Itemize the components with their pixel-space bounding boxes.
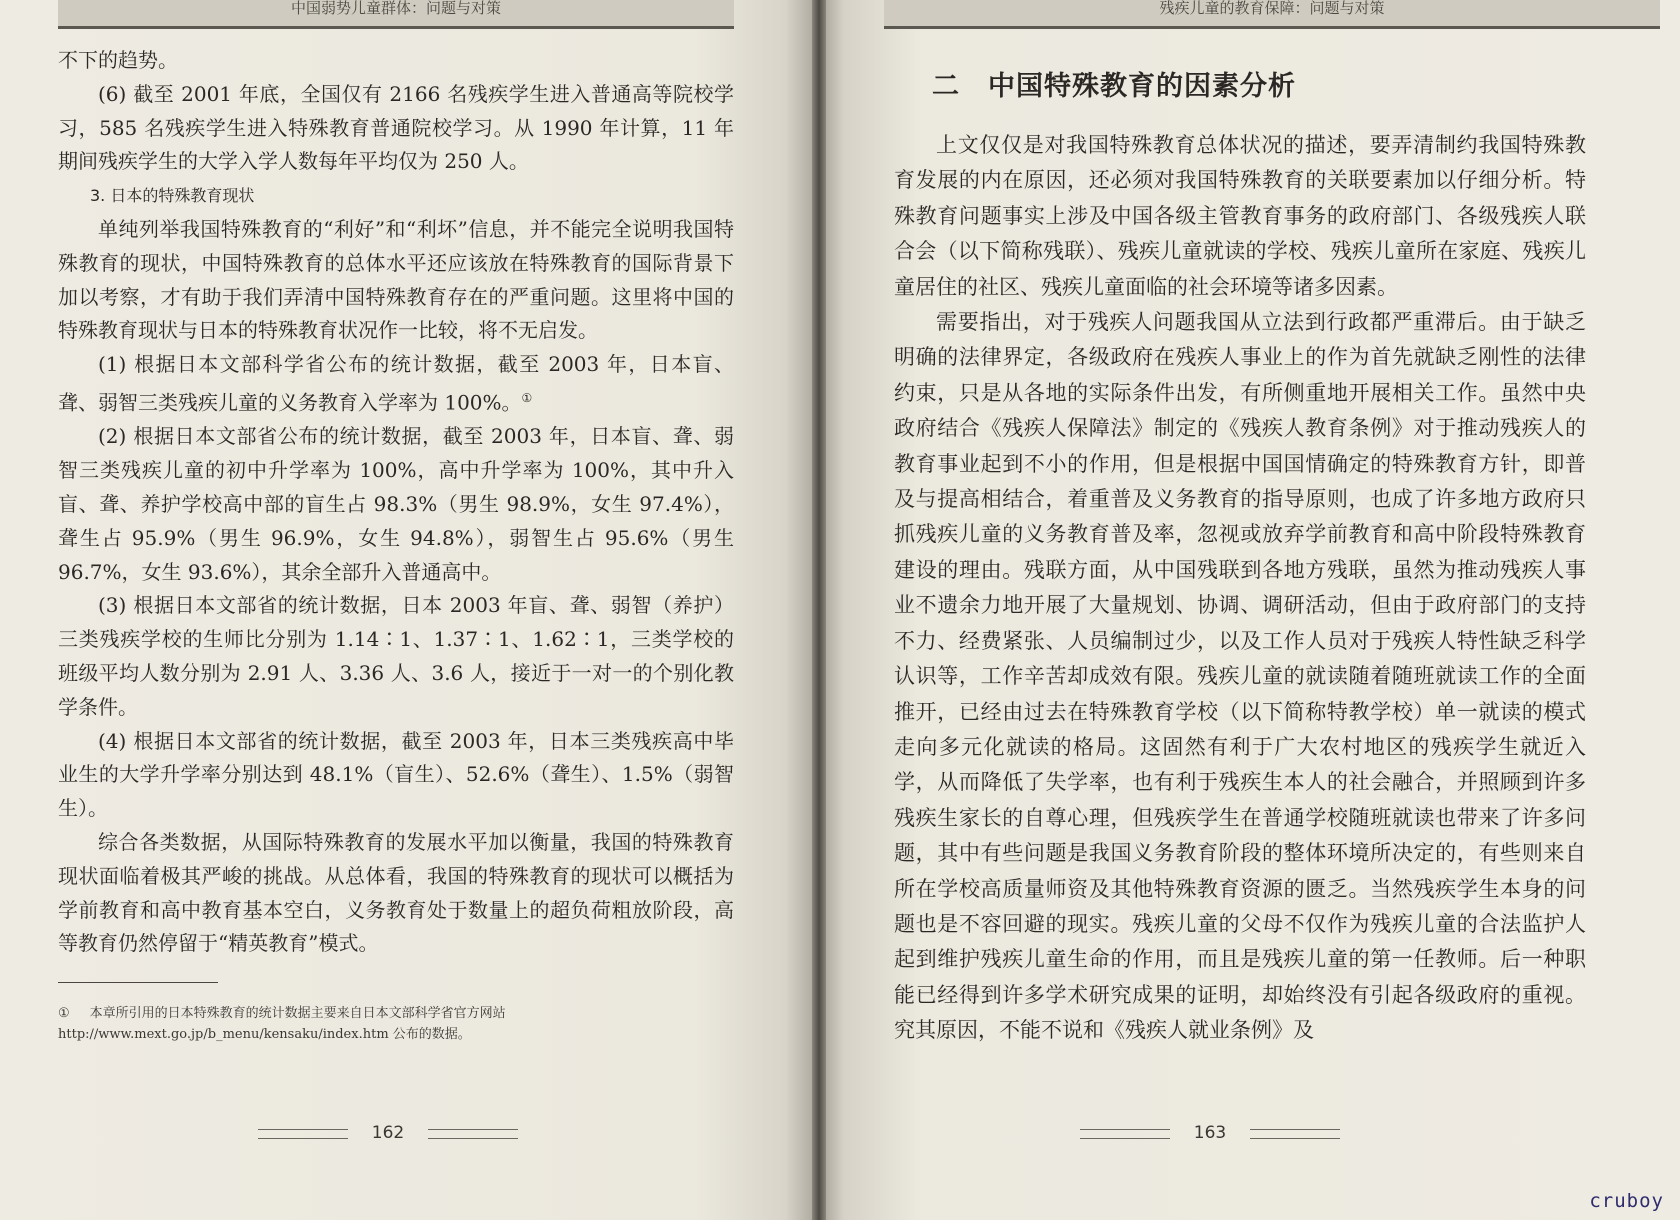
paragraph: (6) 截至 2001 年底，全国仅有 2166 名残疾学生进入普通高等院校学习，585 名残疾学生进入特殊教育普通院校学习。从 1990 年计算，11 年期间残疾学生的大学入学人数每年平均仅为 250 人。 <box>58 81 734 174</box>
left-running-head: 中国弱势儿童群体：问题与对策 <box>58 0 734 29</box>
paragraph: 综合各类数据，从国际特殊教育的发展水平加以衡量，我国的特殊教育现状面临着极其严峻的挑战。从总体看，我国的特殊教育的现状可以概括为学前教育和高中教育基本空白，义务教育处于数量上的超负荷粗放阶段，高等教育仍然停留于“精英教育”模式。 <box>58 829 734 956</box>
footnote-rule <box>58 982 218 983</box>
paragraph: 上文仅仅是对我国特殊教育总体状况的描述，要弄清制约我国特殊教育发展的内在原因，还必须对我国特殊教育的关联要素加以仔细分析。特殊教育问题事实上涉及中国各级主管教育事务的政府部门、各级残疾人联合会（以下简称残联）、残疾儿童就读的学校、残疾儿童所在家庭、残疾儿童居住的社区、残疾儿童面临的社会环境等诸多因素。 <box>894 133 1586 299</box>
footnote-text: 本章所引用的日本特殊教育的统计数据主要来自日本文部科学省官方网站 http://www.mext.go.jp/b_menu/kensaku/index.htm 公布的数据。 <box>58 1006 506 1042</box>
section-number: 二 <box>932 71 960 102</box>
footnote-mark: ① <box>58 1006 70 1021</box>
left-body-text <box>58 44 734 961</box>
paragraph: 不下的趋势。 <box>58 48 178 72</box>
section-title-text: 中国特殊教育的因素分析 <box>988 71 1296 102</box>
footnote-reference: ① <box>521 390 533 405</box>
right-body-text <box>894 128 1586 1049</box>
footnote <box>58 1003 734 1045</box>
watermark: cruboy <box>1589 1190 1664 1212</box>
paragraph: (3) 根据日本文部省的统计数据，日本 2003 年盲、聋、弱智（养护）三类残疾学校的生师比分别为 1.14∶1、1.37∶1、1.62∶1，三类学校的班级平均人数分别为 2.91 人、3.36 人、3.6 人，接近于一对一的个别化教学条件。 <box>58 593 734 719</box>
book-gutter <box>812 0 826 1220</box>
right-running-head: 残疾儿童的教育保障：问题与对策 <box>884 0 1660 29</box>
paragraph-text: (1) 根据日本文部科学省公布的统计数据，截至 2003 年，日本盲、聋、弱智三类残疾儿童的义务教育入学率为 100%。 <box>58 352 734 415</box>
right-page <box>818 0 1680 1220</box>
section-title <box>932 64 1572 103</box>
left-page <box>0 0 818 1220</box>
paragraph: (2) 根据日本文部省公布的统计数据，截至 2003 年，日本盲、聋、弱智三类残疾儿童的初中升学率为 100%，高中升学率为 100%，其中升入盲、聋、养护学校高中部的盲生占 98.3%（男生 98.9%，女生 97.4%），聋生占 95.9%（男生 96.9%，女生 94.8%），弱智生占 95.6%（男生 96.7%，女生 93.6%），其余全部升入普通高中。 <box>58 424 734 584</box>
subheading: 3. 日本的特殊教育现状 <box>90 186 255 206</box>
paragraph: (4) 根据日本文部省的统计数据，截至 2003 年，日本三类残疾高中毕业生的大学升学率分别达到 48.1%（盲生）、52.6%（聋生）、1.5%（弱智生）。 <box>58 728 734 821</box>
paragraph <box>58 348 734 420</box>
paragraph: 单纯列举我国特殊教育的“利好”和“利坏”信息，并不能完全说明我国特殊教育的现状，中国特殊教育的总体水平还应该放在特殊教育的国际背景下加以考察，才有助于我们弄清中国特殊教育存在的严重问题。这里将中国的特殊教育现状与日本的特殊教育状况作一比较，将不无启发。 <box>58 216 734 343</box>
left-page-number: 162 <box>258 1122 518 1144</box>
paragraph: 需要指出，对于残疾人问题我国从立法到行政都严重滞后。由于缺乏明确的法律界定，各级政府在残疾人事业上的作为首先就缺乏刚性的法律约束，只是从各地的实际条件出发，有所侧重地开展相关工作。虽然中央政府结合《残疾人保障法》制定的《残疾人教育条例》对于推动残疾人的教育事业起到不小的作用，但是根据中国国情确定的特殊教育方针，即普及与提高相结合，着重普及义务教育的指导原则，也成了许多地方政府只抓残疾儿童的义务教育普及率，忽视或放弃学前教育和高中阶段特殊教育建设的理由。残联方面，从中国残联到各地方残联，虽然为推动残疾人事业不遗余力地开展了大量规划、协调、调研活动，但由于政府部门的支持不力、经费紧张、人员编制过少，以及工作人员对于残疾人特性缺乏科学认识等，工作辛苦却成效有限。残疾儿童的就读随着随班就读工作的全面推开，已经由过去在特殊教育学校（以下简称特教学校）单一就读的模式走向多元化就读的格局。这固然有利于广大农村地区的残疾学生就近入学，从而降低了失学率，也有利于残疾生本人的社会融合，并照顾到许多残疾生家长的自尊心理，但残疾学生在普通学校随班就读也带来了许多问题，其中有些问题是我国义务教育阶段的整体环境所决定的，有些则来自所在学校高质量师资及其他特殊教育资源的匮乏。当然残疾学生本身的问题也是不容回避的现实。残疾儿童的父母不仅作为残疾儿童的合法监护人起到维护残疾儿童生命的作用，而且是残疾儿童的第一任教师。后一种职能已经得到许多学术研究成果的证明，却始终没有引起各级政府的重视。究其原因，不能不说和《残疾人就业条例》及 <box>894 310 1586 1043</box>
right-page-number: 163 <box>1080 1122 1340 1144</box>
